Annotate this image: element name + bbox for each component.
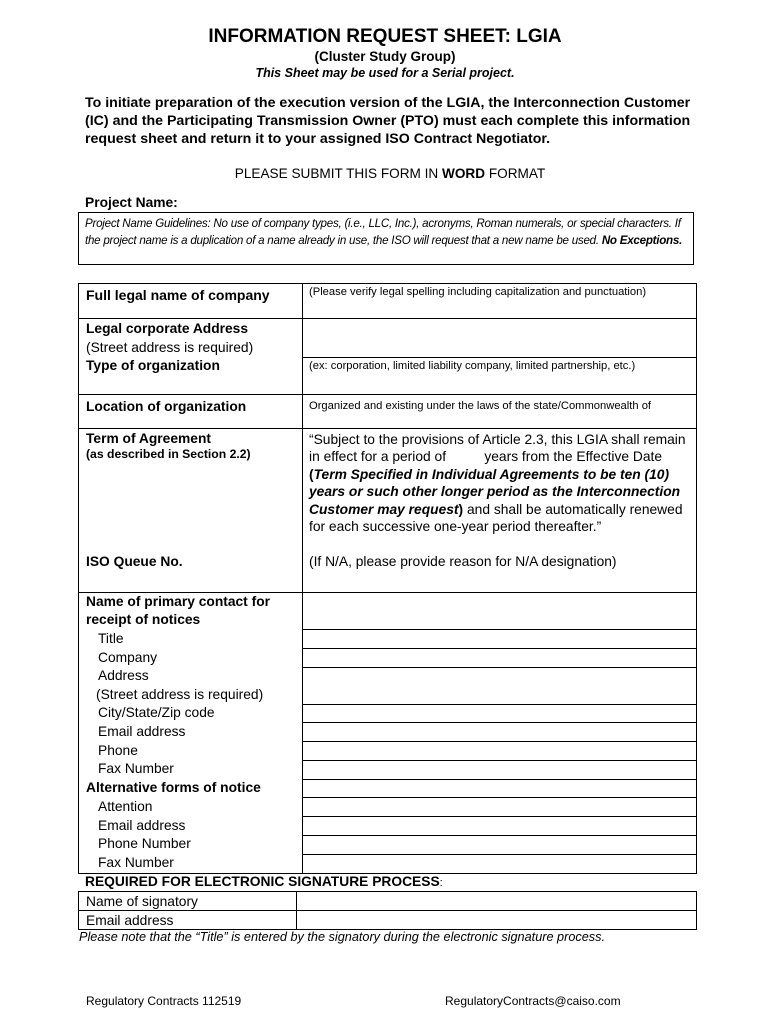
term-text-part-2: and shall be automatically renewed for each successive one-year period thereafter.”	[309, 501, 683, 534]
submit-suffix: FORMAT	[485, 166, 546, 181]
submit-instruction	[0, 166, 770, 181]
term-sub-label: (as described in Section 2.2)	[86, 446, 251, 461]
legal-name-hint: (Please verify legal spelling including capitalization and punctuation)	[309, 286, 647, 298]
table-row	[79, 630, 697, 649]
org-type-label-cell	[79, 357, 303, 394]
term-text-open: (	[309, 466, 314, 482]
signatory-name-field[interactable]	[297, 892, 697, 911]
signature-table	[78, 891, 697, 930]
alt-fax-field[interactable]	[303, 854, 697, 873]
signatory-email-field[interactable]	[297, 911, 697, 930]
contact-company-field[interactable]	[303, 649, 697, 668]
page-subtitle: (Cluster Study Group)	[314, 49, 456, 64]
alt-phone-field[interactable]	[303, 835, 697, 854]
contact-fax-field[interactable]	[303, 760, 697, 779]
table-row	[79, 760, 697, 779]
alt-email-field[interactable]	[303, 817, 697, 836]
project-name-guidelines: Project Name Guidelines: No use of company types, (i.e., LLC, Inc.), acronyms, Roman numerals, or special characters. If the project name is a duplication of a name already in use, the ISO will request that a new name be used.	[85, 217, 681, 247]
legal-name-field[interactable]	[303, 284, 697, 319]
contact-phone-label: Phone	[98, 742, 138, 758]
contact-address-label: Address	[98, 668, 149, 683]
queue-hint: (If N/A, please provide reason for N/A designation)	[309, 554, 617, 569]
alt-email-label: Email address	[98, 817, 186, 833]
contact-city-field[interactable]	[303, 704, 697, 723]
location-label-cell	[79, 394, 303, 428]
submit-prefix: PLEASE SUBMIT THIS FORM IN	[234, 166, 442, 181]
location-label: Location of organization	[86, 398, 247, 414]
footer-email: RegulatoryContracts@caiso.com	[445, 994, 621, 1008]
intro-paragraph: To initiate preparation of the execution version of the LGIA, the Interconnection Customer (IC) and the Participating Transmission Owner (PTO) must each complete this information request sheet and return it to your assigned ISO Contract Negotiator.	[85, 95, 691, 147]
org-type-hint: (ex: corporation, limited liability company, limited partnership, etc.)	[309, 359, 636, 372]
location-field[interactable]	[303, 394, 697, 428]
project-name-field[interactable]	[78, 212, 694, 265]
signature-note: Please note that the “Title” is entered by the signatory during the electronic signature process.	[79, 930, 606, 944]
contact-company-label: Company	[98, 649, 158, 665]
contact-label: Name of primary contact for receipt of notices	[86, 593, 271, 627]
address-sub-label: (Street address is required)	[86, 339, 254, 355]
table-row	[79, 817, 697, 836]
table-row	[79, 428, 697, 554]
project-name-label: Project Name:	[85, 195, 178, 210]
queue-label-cell	[79, 554, 303, 592]
term-label-cell	[79, 428, 303, 554]
contact-title-field[interactable]	[303, 630, 697, 649]
signature-heading-colon: :	[439, 877, 443, 889]
contact-email-label: Email address	[98, 723, 186, 739]
term-text	[309, 429, 696, 536]
queue-field[interactable]	[303, 554, 697, 592]
company-info-table	[78, 283, 697, 874]
contact-phone-field[interactable]	[303, 742, 697, 761]
alt-notice-label: Alternative forms of notice	[86, 780, 261, 795]
table-row	[79, 798, 697, 817]
contact-email-field[interactable]	[303, 723, 697, 742]
legal-name-label: Full legal name of company	[86, 287, 270, 303]
table-row	[79, 357, 697, 394]
table-row	[79, 892, 697, 911]
table-row	[79, 704, 697, 723]
table-row	[79, 319, 697, 358]
footer-document-id: Regulatory Contracts 112519	[86, 994, 242, 1008]
location-hint: Organized and existing under the laws of the state/Commonwealth of	[309, 399, 652, 412]
table-row	[79, 742, 697, 761]
contact-address-sub-label: (Street address is required)	[96, 686, 264, 702]
table-row	[79, 592, 697, 630]
table-row	[79, 854, 697, 873]
address-label-cell	[79, 319, 303, 358]
contact-city-label: City/State/Zip code	[98, 705, 215, 720]
signature-heading-text: REQUIRED FOR ELECTRONIC SIGNATURE PROCESS	[85, 874, 440, 889]
table-row	[79, 649, 697, 668]
term-text-part-1: “Subject to the provisions of Article 2.3, this LGIA shall remain in effect for a period of years from the Effective Date	[309, 431, 690, 464]
contact-label-cell	[79, 592, 303, 630]
alt-phone-label: Phone Number	[98, 836, 191, 851]
term-label: Term of Agreement	[86, 430, 211, 446]
contact-address-field[interactable]	[303, 667, 697, 704]
table-row	[79, 723, 697, 742]
alt-attention-label: Attention	[98, 798, 153, 814]
address-label: Legal corporate Address	[86, 321, 249, 336]
table-row	[79, 667, 697, 704]
legal-name-label-cell	[79, 284, 303, 319]
alt-notice-field[interactable]	[303, 779, 697, 798]
page-title: INFORMATION REQUEST SHEET: LGIA	[208, 26, 562, 47]
address-field[interactable]	[303, 319, 697, 358]
term-field[interactable]	[303, 428, 697, 554]
table-row	[79, 835, 697, 854]
table-row	[79, 394, 697, 428]
serial-note: This Sheet may be used for a Serial project.	[255, 66, 515, 80]
term-text-close: )	[458, 501, 464, 517]
table-row	[79, 779, 697, 798]
org-type-field[interactable]	[303, 357, 697, 394]
alt-attention-field[interactable]	[303, 798, 697, 817]
queue-label: ISO Queue No.	[86, 554, 183, 569]
table-row	[79, 911, 697, 930]
submit-word: WORD	[442, 166, 486, 181]
signature-heading	[85, 874, 443, 889]
table-row	[79, 554, 697, 592]
signatory-email-label: Email address	[79, 911, 297, 930]
alt-fax-label: Fax Number	[98, 855, 174, 870]
no-exceptions-text: No Exceptions.	[601, 234, 683, 247]
signatory-name-label: Name of signatory	[79, 892, 297, 911]
contact-fax-label: Fax Number	[98, 761, 174, 776]
contact-name-field[interactable]	[303, 592, 697, 630]
term-text-emphasis: Term Specified in Individual Agreements to be ten (10) years or such other longer period as the Interconnection Customer may request	[309, 466, 681, 517]
table-row	[79, 284, 697, 319]
org-type-label: Type of organization	[86, 358, 220, 373]
contact-title-label: Title	[98, 630, 124, 646]
